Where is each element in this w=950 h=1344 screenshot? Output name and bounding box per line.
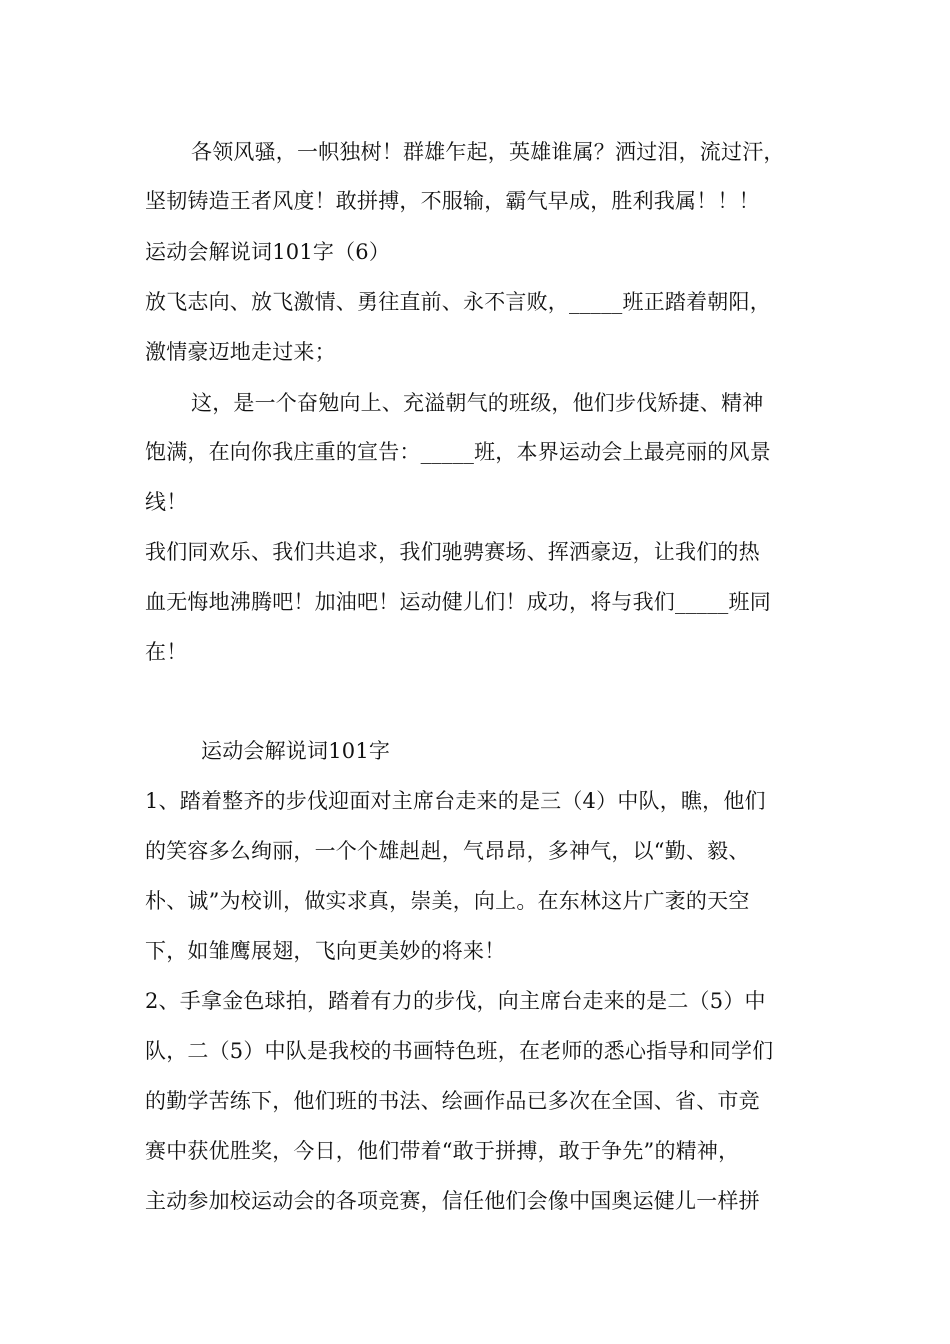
paragraph-line: 坚韧铸造王者风度！敢拼搏，不服输，霸气早成，胜利我属！！！ bbox=[145, 189, 760, 213]
paragraph-line: 在！ bbox=[145, 640, 188, 664]
paragraph-line: 队，二（5）中队是我校的书画特色班，在老师的悉心指导和同学们 bbox=[145, 1039, 774, 1063]
paragraph-line: 血无悔地沸腾吧！加油吧！运动健儿们！成功，将与我们_____班同 bbox=[145, 590, 771, 614]
paragraph-line: 激情豪迈地走过来； bbox=[145, 340, 336, 364]
paragraph-line: 线！ bbox=[145, 490, 188, 514]
paragraph-line: 2、手拿金色球拍，踏着有力的步伐，向主席台走来的是二（5）中 bbox=[145, 989, 766, 1013]
paragraph-line: 的笑容多么绚丽，一个个雄赳赳，气昂昂，多神气，以“勤、毅、 bbox=[145, 839, 750, 863]
paragraph-line: 饱满，在向你我庄重的宣告：_____班，本界运动会上最亮丽的风景 bbox=[145, 440, 771, 464]
paragraph-line: 1、踏着整齐的步伐迎面对主席台走来的是三（4）中队，瞧，他们 bbox=[145, 789, 766, 813]
section-heading: 运动会解说词101字（6） bbox=[145, 240, 391, 264]
paragraph-line: 的勤学苦练下，他们班的书法、绘画作品已多次在全国、省、市竞 bbox=[145, 1089, 760, 1113]
paragraph-line: 这，是一个奋勉向上、充溢朝气的班级，他们步伐矫捷、精神 bbox=[191, 391, 764, 415]
section-heading: 运动会解说词101字 bbox=[201, 739, 391, 763]
paragraph-line: 各领风骚，一帜独树！群雄乍起，英雄谁属？洒过泪，流过汗， bbox=[191, 140, 785, 164]
paragraph-line: 朴、诚”为校训，做实求真，崇美，向上。在东林这片广袤的天空 bbox=[145, 889, 750, 913]
paragraph-line: 我们同欢乐、我们共追求，我们驰骋赛场、挥洒豪迈，让我们的热 bbox=[145, 540, 760, 564]
paragraph-line: 下，如雏鹰展翅，飞向更美妙的将来！ bbox=[145, 939, 506, 963]
paragraph-line: 放飞志向、放飞激情、勇往直前、永不言败，_____班正踏着朝阳， bbox=[145, 290, 771, 314]
paragraph-line: 赛中获优胜奖，今日，他们带着“敢于拼搏，敢于争先”的精神， bbox=[145, 1139, 740, 1163]
paragraph-line: 主动参加校运动会的各项竞赛，信任他们会像中国奥运健儿一样拼 bbox=[145, 1189, 760, 1213]
